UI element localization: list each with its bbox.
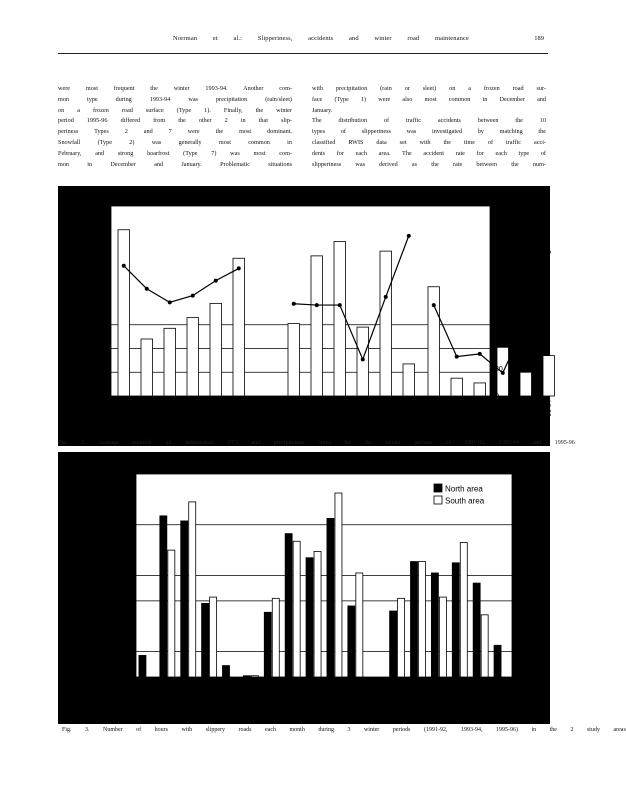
north-area-bar [264, 612, 271, 677]
y-right-tick-label: 40 [495, 338, 503, 346]
text-line: classified RWIS data set with the time of traffic acci- [312, 138, 546, 146]
precipitation-point [292, 302, 296, 306]
x-tick-label: 93-11 [268, 681, 276, 698]
temperature-bar [233, 258, 245, 396]
y-tick-label: 0 [127, 674, 131, 681]
legend-label-north: North area [445, 484, 483, 494]
north-area-bar [473, 583, 480, 677]
y-right-tick-label: 80 [495, 284, 503, 292]
temperature-precipitation-chart [58, 186, 575, 446]
south-area-bar [398, 598, 405, 677]
x-tick-label: 94-02 [359, 400, 367, 417]
temperature-bar [451, 378, 463, 396]
legend-swatch-south [434, 496, 442, 504]
precipitation-point [432, 303, 436, 307]
x-tick-label: 91-11 [143, 681, 151, 698]
north-area-bar [139, 655, 146, 677]
x-tick-label: 96-03 [477, 681, 485, 698]
north-area-bar [223, 666, 230, 677]
precipitation-point [145, 287, 149, 291]
y-left-tick-label: -2.0 [93, 345, 106, 353]
x-tick-label: 94-03 [382, 400, 390, 417]
precipitation-point [214, 279, 218, 283]
south-area-bar [168, 550, 175, 677]
north-area-bar [327, 518, 334, 677]
north-area-bar [411, 562, 418, 677]
temperature-bar [210, 303, 222, 396]
south-area-bar [460, 543, 467, 677]
text-line: slipperiness was derived as the rate between the num- [312, 160, 546, 168]
north-area-bar [494, 645, 501, 677]
text-line: were most frequent the winter 1993-94. Another com- [58, 85, 292, 92]
south-area-bar [419, 562, 426, 677]
x-tick-label: 92-04 [235, 400, 243, 417]
temperature-bar [357, 327, 369, 396]
running-header [58, 33, 546, 47]
text-line: mon type during 1993-94 was precipitation (rain/sleet) [58, 95, 292, 103]
x-tick-label: 94-03 [352, 681, 360, 698]
text-line: The distribution of traffic accidents between the 10 [312, 117, 546, 125]
figure-2 [58, 186, 575, 446]
y-left-tick-label: 10.0 [92, 203, 106, 210]
south-area-bar [293, 541, 300, 677]
text-line: February, and strong hoarfrost (Type 7) was most com- [58, 149, 292, 157]
temperature-bar [543, 356, 555, 396]
x-tick-label: 92-03 [212, 400, 220, 417]
header-rule [58, 53, 548, 54]
x-tick-label: 96-02 [499, 400, 507, 417]
precipitation-point [478, 352, 482, 356]
y-right-tick-label: 60 [495, 311, 503, 319]
text-line: with precipitation (rain or sleet) on a frozen road sur- [312, 85, 546, 92]
figure-2-caption: Fig. 2. Average monthly air temperature (°C) and precipitation (mm) for the winter periods of 1991-92, 1993-94 and 1995-96 [58, 440, 575, 446]
text-line: dents for each area. The accident rate for each type of [312, 149, 546, 157]
north-area-bar [202, 603, 209, 677]
x-tick-label: 96-01 [476, 400, 484, 417]
x-tick-label: 91-12 [164, 681, 172, 698]
temperature-bar [474, 383, 486, 396]
x-tick-label: 96-01 [435, 681, 443, 698]
page-number: 189 [534, 35, 544, 42]
north-area-bar [390, 611, 397, 677]
south-area-bar [189, 502, 196, 677]
x-tick-label: 93-11 [290, 400, 298, 417]
x-tick-label: 92-03 [227, 681, 234, 698]
text-line: on a frozen road surface (Type 1). Finally, the winter [58, 106, 292, 114]
south-area-bar [356, 573, 363, 677]
x-tick-label: 96-04 [545, 400, 553, 417]
y-tick-label: 60 [123, 597, 131, 605]
temperature-bar [520, 372, 532, 396]
temperature-bar [288, 324, 300, 396]
x-tick-label: 93-12 [289, 681, 297, 698]
precipitation-point [361, 357, 365, 361]
temperature-bar [118, 230, 130, 396]
y-tick-label: 40 [123, 623, 131, 631]
x-tick-label: 92-02 [189, 400, 197, 417]
y-left-tick-label: 0.0 [96, 321, 106, 329]
north-area-bar [348, 606, 355, 677]
north-area-bar [181, 521, 188, 677]
south-area-bar [439, 597, 446, 677]
x-tick-label: 95-12 [415, 681, 422, 698]
precipitation-point [338, 303, 342, 307]
south-area-bar [481, 615, 488, 677]
text-line: mon in December and January. Problematic situations [58, 160, 292, 168]
north-area-bar [285, 534, 292, 677]
x-tick-label: 92-02 [206, 681, 214, 698]
south-area-bar [272, 598, 279, 677]
temperature-bar [380, 251, 392, 396]
precipitation-point [122, 264, 126, 268]
precipitation-point [547, 250, 551, 254]
legend-swatch-north [434, 484, 442, 492]
text-line: Snowfall (Type 2) was generally most common in [58, 138, 292, 146]
text-line: periness Types 2 and 7 were the most dominant. [58, 128, 292, 136]
running-title: Norrman et al.: Slipperiness, accidents and winter road maintenance [173, 35, 469, 42]
figure-3-caption: Fig. 3. Number of hours with slippery roads each month during 3 winter periods (1991-92, 1993-94, 1995-96) in the 2 study areas [62, 727, 626, 733]
x-tick-label: 95-11 [430, 400, 438, 417]
x-tick-label: 94-04 [373, 681, 381, 698]
legend-label-south: South area [445, 496, 485, 506]
figure-3 [58, 452, 550, 724]
north-area-bar [160, 516, 167, 677]
y-left-tick-label: -4.0 [93, 369, 106, 377]
y-left-tick-label: 4.0 [96, 274, 106, 282]
temperature-bar [403, 364, 415, 396]
south-area-bar [251, 676, 258, 677]
precipitation-point [407, 234, 411, 238]
temperature-bar [311, 256, 323, 396]
x-tick-label: 94-01 [310, 681, 318, 698]
temperature-bar [164, 328, 176, 396]
x-tick-label: 96-02 [456, 681, 464, 698]
north-area-bar [431, 573, 438, 677]
temperature-bar [334, 242, 346, 396]
slippery-hours-chart [58, 452, 550, 724]
y-right-tick-label: 120 [495, 230, 507, 238]
y-left-tick-label: -6.0 [93, 393, 106, 400]
precipitation-point [315, 303, 319, 307]
north-area-bar [243, 676, 250, 677]
temperature-bar [141, 339, 153, 396]
north-area-bar [306, 558, 313, 677]
y-right-tick-label: 20 [495, 365, 503, 373]
y-axis-title: Hours with slippery roads [99, 530, 108, 621]
y-right-tick-label: 140 [495, 203, 507, 210]
x-tick-label: 95-11 [394, 681, 402, 698]
x-tick-label: 96-04 [498, 681, 506, 698]
temperature-bar [187, 318, 199, 396]
x-tick-label: 92-04 [247, 681, 255, 698]
body-column-right [312, 84, 546, 170]
y-axis-title-left: Temperature (°C) [74, 270, 83, 332]
precipitation-point [237, 266, 241, 270]
x-tick-label: 94-04 [405, 400, 413, 417]
y-left-tick-label: 6.0 [96, 250, 106, 258]
x-tick-label: 96-03 [522, 400, 530, 417]
x-tick-label: 91-12 [143, 400, 151, 417]
y-tick-label: 140 [119, 496, 131, 504]
y-right-tick-label: 100 [495, 257, 507, 265]
y-left-tick-label: 2.0 [96, 298, 106, 305]
x-tick-label: 92-01 [166, 400, 174, 417]
y-tick-label: 160 [119, 471, 131, 478]
precipitation-point [384, 295, 388, 299]
text-line: January. [312, 106, 333, 114]
y-right-tick-label: 0 [495, 393, 499, 400]
y-tick-label: 80 [123, 572, 131, 580]
x-axis-title: Year and month [270, 430, 331, 440]
precipitation-point [455, 355, 459, 359]
x-tick-label: 94-02 [331, 681, 339, 698]
precipitation-point [168, 300, 172, 304]
text-line: face (Type 1) were also most common in December and [312, 95, 546, 103]
x-tick-label: 95-12 [453, 400, 461, 417]
x-tick-label: 94-01 [336, 400, 344, 417]
south-area-bar [314, 551, 321, 677]
south-area-bar [210, 597, 217, 677]
north-area-bar [452, 563, 459, 677]
text-line: period 1995-96 differed from the other 2 in that slip- [58, 117, 292, 125]
x-tick-label: 91-11 [120, 400, 128, 417]
precipitation-point [191, 294, 195, 298]
x-tick-label: 92-01 [185, 681, 193, 698]
x-axis-title: Year and month [294, 706, 354, 716]
y-tick-label: 120 [119, 521, 131, 529]
x-tick-label: 93-12 [313, 400, 321, 417]
text-line: types of slipperiness was investigated by matching the [312, 128, 546, 136]
y-tick-label: 100 [119, 547, 131, 555]
body-column-left [58, 84, 292, 170]
y-left-tick-label: 8.0 [96, 226, 106, 234]
y-tick-label: 20 [123, 648, 131, 656]
south-area-bar [335, 493, 342, 677]
y-axis-title-right: Precipitation (mm) [518, 268, 527, 334]
